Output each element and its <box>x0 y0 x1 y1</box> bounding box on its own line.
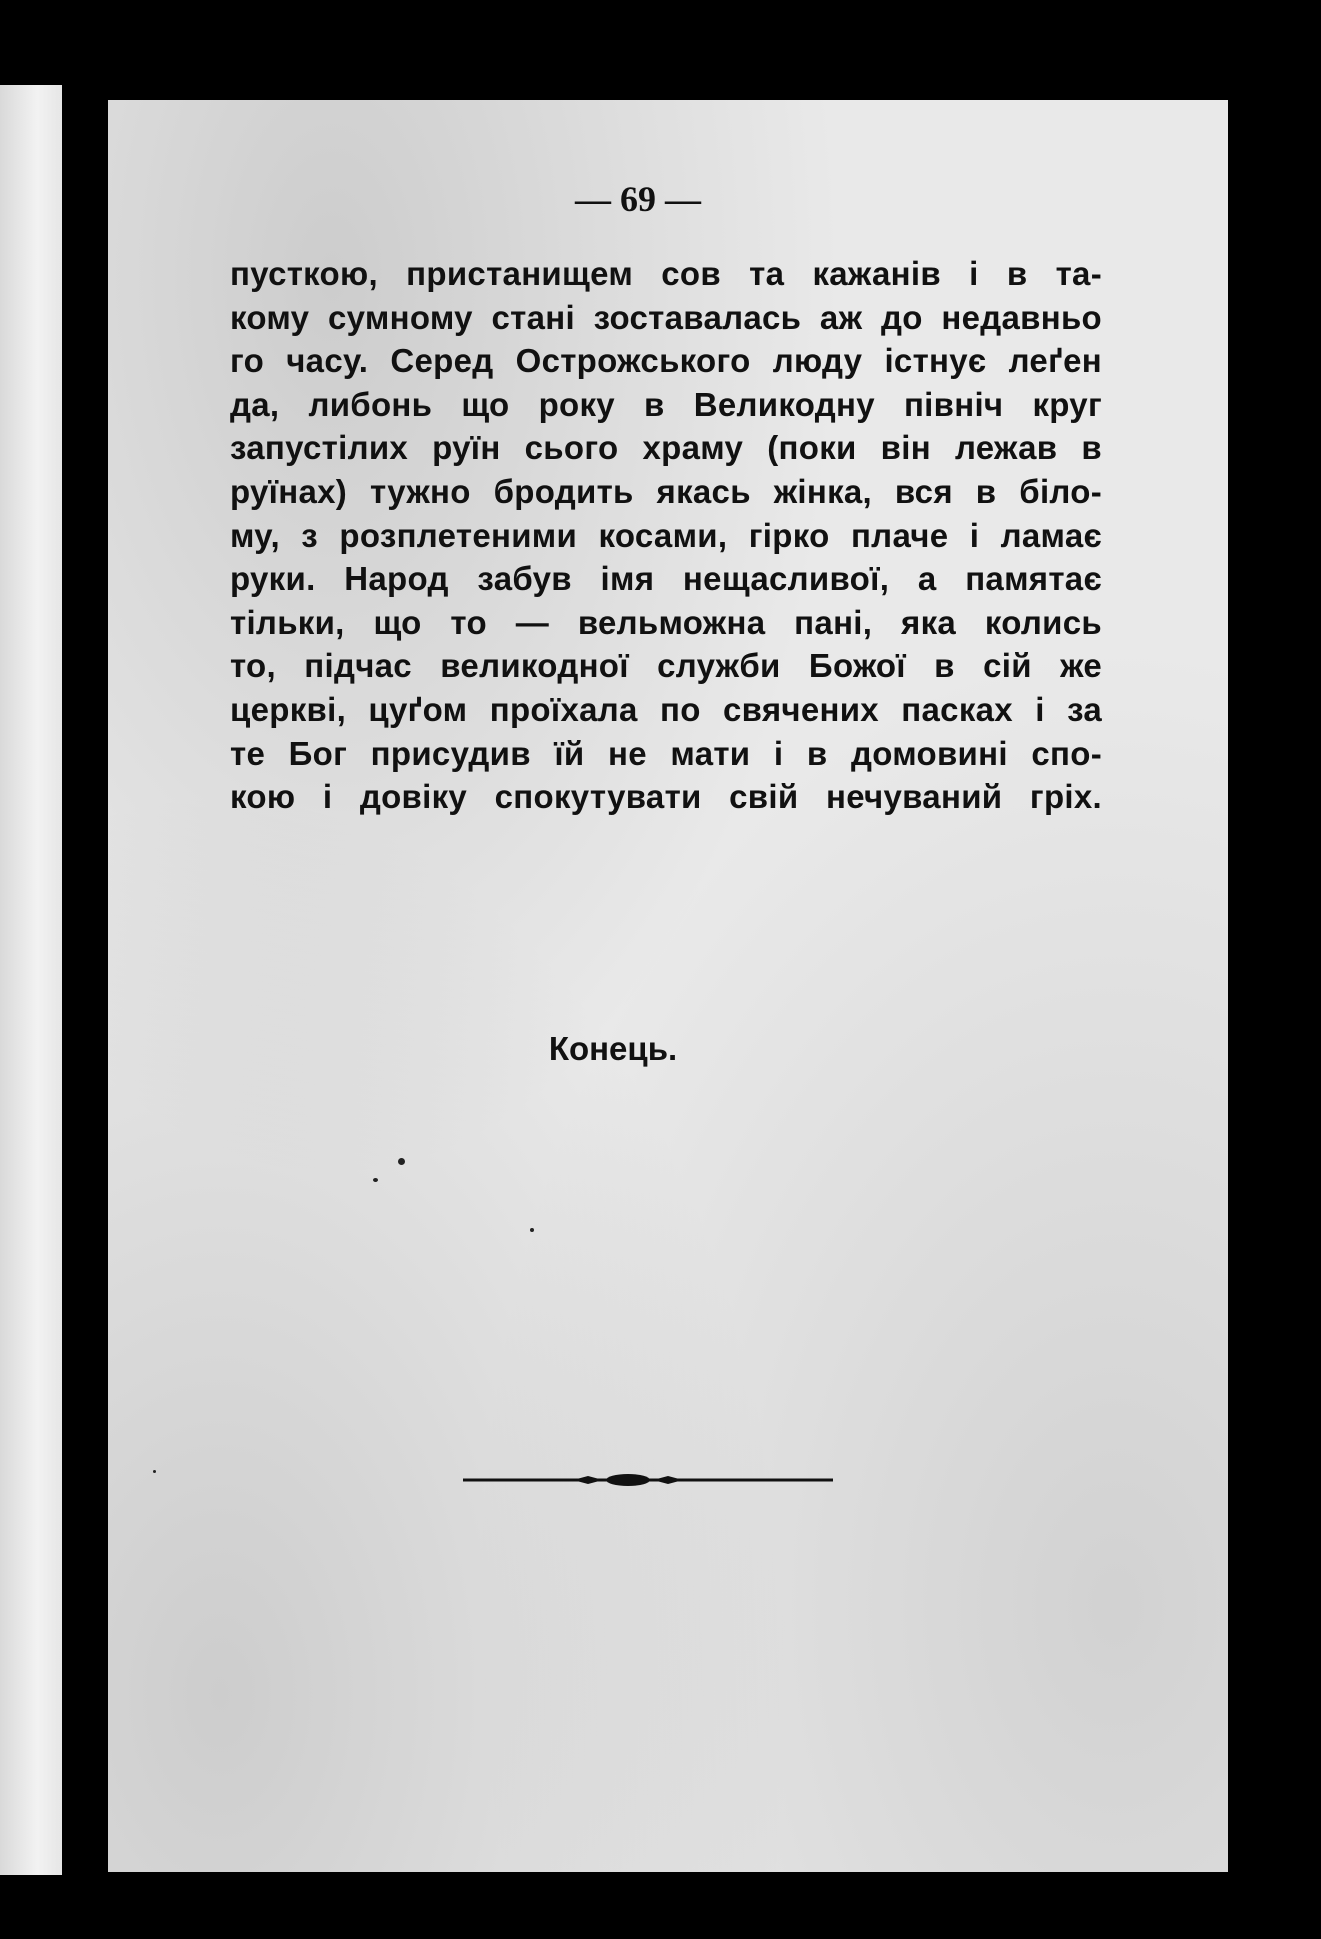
book-page <box>108 100 1228 1872</box>
text-line: да, либонь що року в Великодну північ круг <box>230 385 1102 423</box>
text-line: пусткою, пристанищем сов та кажанів і в та- <box>230 255 1102 292</box>
text-line: руїнах) тужно бродить якась жінка, вся в біло- <box>230 472 1102 510</box>
page-number: — 69 — <box>575 179 701 219</box>
ink-speck <box>153 1470 156 1473</box>
text-line: церкві, цуґом проїхала по свячених пасках і за <box>230 690 1102 728</box>
adjacent-page-edge <box>0 85 62 1875</box>
ink-speck <box>530 1228 534 1232</box>
end-title: Конець. <box>548 1030 678 1067</box>
text-line: тільки, що то — вельможна пані, яка колись <box>230 603 1102 641</box>
text-line: те Бог присудив їй не мати і в домовині спо- <box>230 734 1102 772</box>
body-text <box>230 252 1102 819</box>
text-line: му, з розплетеними косами, гірко плаче і ламає <box>230 516 1102 554</box>
text-line: го часу. Серед Острожського люду істнує леґен <box>230 342 1102 380</box>
text-line: запустілих руїн сього храму (поки він лежав в <box>230 429 1102 467</box>
text-line: то, підчас великодної служби Божої в сій же <box>230 647 1102 685</box>
ink-speck <box>398 1158 405 1165</box>
text-line: кою і довіку спокутувати свій нечуваний гріх. <box>230 778 1102 816</box>
text-line: кому сумному стані зоставалась аж до недавньо <box>230 298 1102 336</box>
ink-speck <box>373 1178 378 1182</box>
text-line: руки. Народ забув імя нещасливої, а памятає <box>230 560 1102 598</box>
ornament-divider <box>463 1470 833 1490</box>
